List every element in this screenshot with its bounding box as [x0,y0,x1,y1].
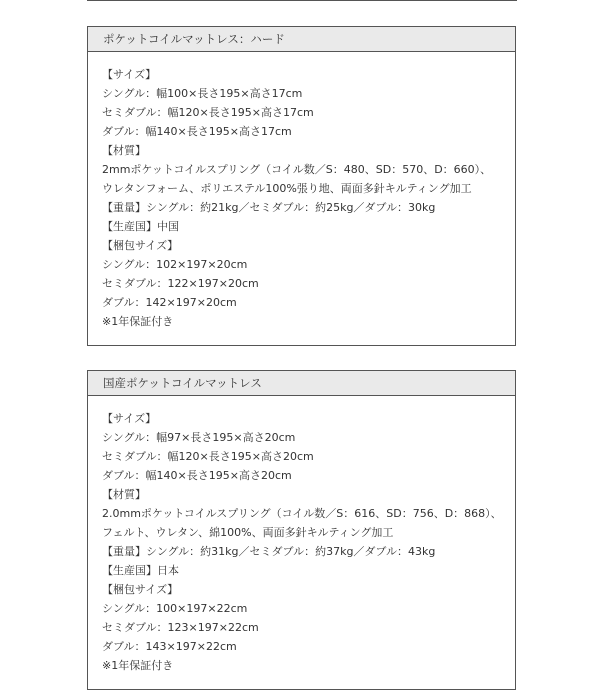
spec-box-title: ポケットコイルマットレス：ハード [88,27,515,52]
package-semi-double: セミダブル：122×197×20cm [102,277,259,290]
warranty-note: ※1年保証付き [102,315,174,328]
package-heading: 【梱包サイズ】 [102,583,179,596]
size-single: シングル：幅100×長さ195×高さ17cm [102,87,303,100]
package-double: ダブル：143×197×22cm [102,640,237,653]
weight-line: 【重量】シングル：約21kg／セミダブル：約25kg／ダブル：30kg [102,201,436,214]
origin-line: 【生産国】日本 [102,564,179,577]
material-line-2: フェルト、ウレタン、綿100%、両面多針キルティング加工 [102,526,394,539]
package-single: シングル：100×197×22cm [102,602,248,615]
warranty-note: ※1年保証付き [102,659,174,672]
size-single: シングル：幅97×長さ195×高さ20cm [102,431,296,444]
previous-box-edge [87,0,517,1]
size-double: ダブル：幅140×長さ195×高さ17cm [102,125,292,138]
material-heading: 【材質】 [102,488,146,501]
weight-line: 【重量】シングル：約31kg／セミダブル：約37kg／ダブル：43kg [102,545,436,558]
size-semi-double: セミダブル：幅120×長さ195×高さ20cm [102,450,314,463]
spec-box-body [88,396,515,675]
spec-box-body [88,52,515,331]
material-line-1: 2mmポケットコイルスプリング（コイル数／S：480、SD：570、D：660）、 [102,163,492,176]
package-double: ダブル：142×197×20cm [102,296,237,309]
origin-line: 【生産国】中国 [102,220,179,233]
material-heading: 【材質】 [102,144,146,157]
package-heading: 【梱包サイズ】 [102,239,179,252]
material-line-1: 2.0mmポケットコイルスプリング（コイル数／S：616、SD：756、D：868）、 [102,507,502,520]
package-semi-double: セミダブル：123×197×22cm [102,621,259,634]
material-line-2: ウレタンフォーム、ポリエステル100%張り地、両面多針キルティング加工 [102,182,472,195]
spec-box-title: 国産ポケットコイルマットレス [88,371,515,396]
package-single: シングル：102×197×20cm [102,258,248,271]
size-double: ダブル：幅140×長さ195×高さ20cm [102,469,292,482]
size-heading: 【サイズ】 [102,412,157,425]
size-semi-double: セミダブル：幅120×長さ195×高さ17cm [102,106,314,119]
spec-box-domestic-mattress [87,370,516,690]
spec-box-hard-mattress [87,26,516,346]
size-heading: 【サイズ】 [102,68,157,81]
